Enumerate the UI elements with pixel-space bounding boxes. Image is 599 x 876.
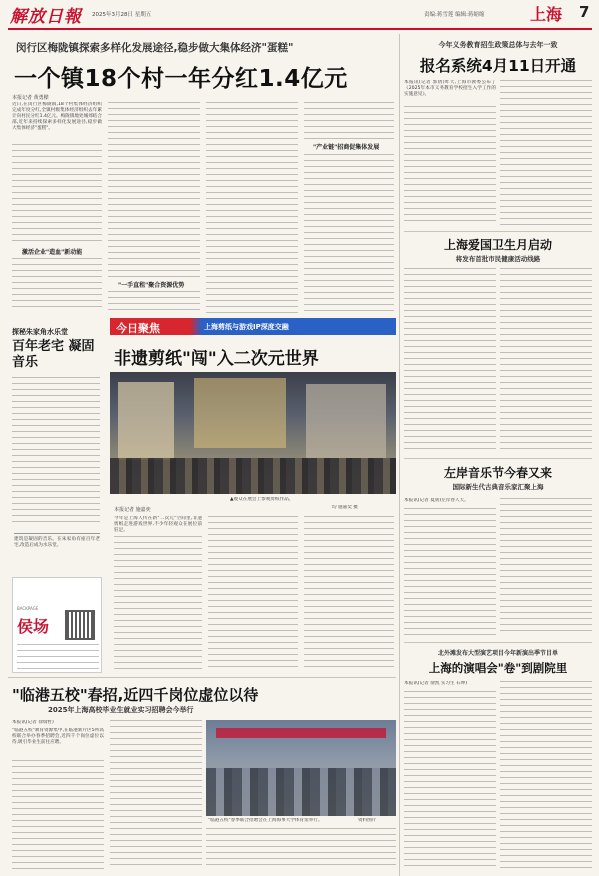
- lead-subhead-3: "产业链"招商促集体发展: [313, 144, 380, 151]
- concert-text-col1: [404, 691, 496, 871]
- enrollment-text-col2: [500, 80, 592, 226]
- newspaper-logo: 解放日報: [10, 7, 82, 27]
- bottom-byline: 本报讯(记者 徐瑞哲): [12, 720, 54, 725]
- focus-feature: [110, 318, 396, 673]
- side-feature: [8, 315, 105, 675]
- photo-crowd: [110, 458, 396, 494]
- enrollment-text-col1: [404, 106, 496, 226]
- enrollment-article: [402, 34, 592, 230]
- photo-panel-center: [194, 378, 286, 448]
- lead-byline: 本报记者 黄勇樑: [12, 95, 49, 101]
- concert-kicker: 北外滩发布大型演艺项目今年新演出季节目单: [437, 650, 558, 657]
- focus-text-col3: [304, 516, 394, 670]
- concert-byline: 本报讯(记者 俞凯 实习生 石坤): [404, 681, 468, 686]
- concert-article: [402, 643, 592, 873]
- focus-headline: 非遗剪纸"闯"入二次元世界: [114, 349, 319, 369]
- health-text-col2: [500, 268, 592, 454]
- side-ad-box[interactable]: [12, 577, 102, 673]
- bottom-photo-caption: "临港五校"春季联合招聘会在上海海事大学体育馆举行。: [208, 818, 323, 823]
- lead-subhead-1: 激活企业"造血"新动能: [22, 249, 83, 256]
- focus-text-col1: [114, 536, 202, 670]
- focus-byline: 本报记者 施嘉奕: [114, 507, 151, 513]
- enrollment-headline: 报名系统4月11日开通: [419, 57, 577, 75]
- bottom-headline: "临港五校"春招,近四千岗位虚位以待: [12, 686, 259, 704]
- focus-photo-caption: ▲观众在展会上参观剪纸作品。: [230, 497, 294, 502]
- editors: 责编:蒋雪莲 编辑:蒋缩缩: [424, 12, 485, 18]
- bottom-text-col3: [206, 828, 396, 870]
- photo-booths: [206, 768, 396, 816]
- music-byline: 本报讯(记者 夏韧)左岸春人天。: [404, 498, 469, 503]
- side-title: 百年老宅 凝固音乐: [12, 339, 95, 370]
- lead-text-col1b: [12, 258, 102, 312]
- enrollment-byline: 本报讯(记者 郭倩)昨天,上海市教委公布了《2025年本市义务教育学校招生入学工作的实施意见》。: [404, 80, 496, 98]
- bottom-article: [8, 678, 396, 874]
- health-text-col1: [404, 268, 496, 454]
- side-column-title: 探秘朱家角水乐堂: [12, 328, 68, 336]
- lead-article: [8, 34, 396, 314]
- side-ad-title: 侯场: [17, 617, 50, 636]
- focus-sub-banner: 上海剪纸与游戏IP深度交融: [204, 323, 289, 331]
- lead-body-col1: 近日,在闵行区梅陇镇,18个村集体经济组织完成年度分红,全镇村级集体经济组织去年累计向村民分红1.4亿元。梅陇镇地处城郊结合部,近年来持续探索多样化发展途径,稳步做大集体经济"蛋糕"。: [12, 102, 102, 132]
- concert-headline: 上海的演唱会"卷"到剧院里: [428, 661, 568, 675]
- lead-subhead-2: "一手直租"聚合资源优势: [118, 282, 185, 289]
- lead-headline: 一个镇18个村一年分红1.4亿元: [14, 66, 348, 92]
- lead-text-col2: [108, 102, 200, 277]
- side-ad-text: [17, 644, 99, 670]
- bottom-subhead: 2025年上海高校毕业生就业实习招聘会今举行: [48, 706, 194, 714]
- lead-text-col2b: [108, 291, 200, 313]
- enrollment-kicker: 今年义务教育招生政策总体与去年一致: [438, 41, 558, 49]
- health-subhead: 将发布首批市民健康活动线路: [455, 255, 541, 263]
- bottom-photo: [206, 720, 396, 816]
- lead-kicker: 闵行区梅陇镇探索多样化发展途径,稳步做大集体经济"蛋糕": [16, 42, 294, 54]
- side-ad-label: BACKPAGE: [17, 606, 39, 611]
- bottom-text-col1: [12, 760, 104, 870]
- photo-panel-left: [118, 382, 174, 460]
- music-subhead: 国际新生代古典音乐家汇聚上海: [452, 483, 544, 491]
- focus-body: 今年是上海人传在新"二次元"空间里,非遗剪纸走进游戏世界,不少年轻观众在展位前驻足。: [114, 516, 202, 534]
- bottom-body: "临港五校"教育资源集中,在临港新片区5所高校联合举办春季招聘会,近四千个岗位虚位以待,吸引毕业生前往应聘。: [12, 728, 104, 746]
- section-name: 上海: [530, 5, 563, 24]
- music-text-col2: [500, 498, 592, 636]
- masthead: [0, 0, 599, 34]
- side-caption: 建筑是凝固的音乐。在朱家角有座百年老宅,改造后成为水乐堂。: [14, 533, 100, 569]
- photo-banner: [216, 728, 386, 738]
- masthead-rule: [8, 28, 592, 30]
- focus-photo: [110, 372, 396, 494]
- lead-text-col4: [304, 102, 394, 140]
- qr-code-icon[interactable]: [65, 610, 95, 640]
- focus-text-col2: [208, 516, 298, 670]
- issue-date: 2025年3月28日 星期五: [92, 12, 152, 18]
- health-headline: 上海爱国卫生月启动: [443, 238, 552, 252]
- bottom-text-col2: [110, 720, 202, 870]
- focus-photo-credit: 均 施嘉奕 摄: [332, 505, 358, 510]
- photo-panel-right: [306, 384, 386, 458]
- lead-text-col1: [12, 144, 102, 244]
- side-text: [12, 377, 100, 527]
- page-number: 7: [579, 3, 590, 21]
- music-text-col1: [404, 508, 496, 636]
- music-headline: 左岸音乐节今春又来: [443, 466, 552, 480]
- column-separator: [399, 34, 400, 876]
- lead-text-col3: [206, 102, 298, 313]
- bottom-photo-credit: 资料图片: [358, 818, 377, 823]
- health-article: [402, 232, 592, 457]
- focus-banner: 今日聚焦: [116, 322, 160, 335]
- lead-text-col4b: [304, 154, 394, 313]
- music-article: [402, 458, 592, 640]
- concert-text-col2: [500, 681, 592, 871]
